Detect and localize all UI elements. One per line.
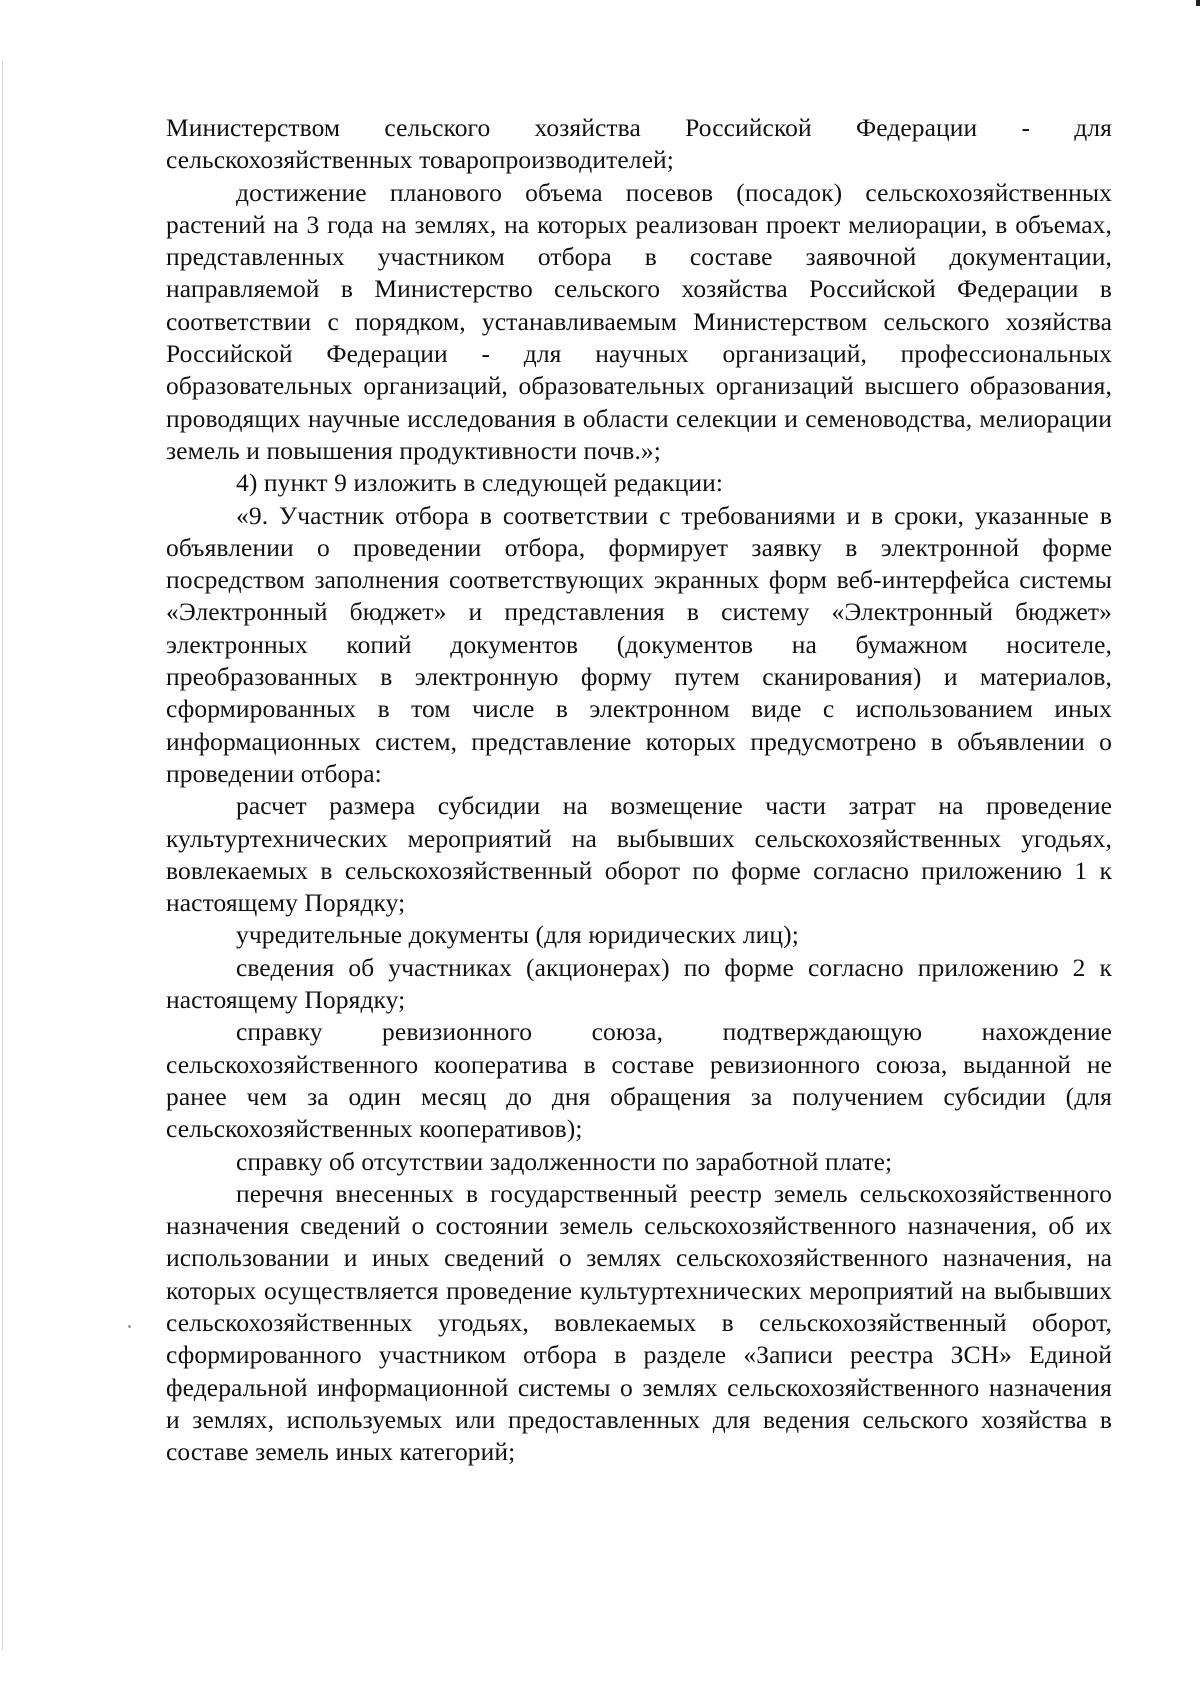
paragraph-audit-union-certificate: справку ревизионного союза, подтверждающую нахождение сельскохозяйственного кооператива в составе ревизионного союза, выданной не ранее чем за один месяц до дня обращения за получением субсидии (для сельскохозяйственных кооперативов); — [166, 1017, 1112, 1144]
document-body — [166, 112, 1112, 1468]
paragraph-clause-9: «9. Участник отбора в соответствии с требованиями и в сроки, указанные в объявлении о проведении отбора, формирует заявку в электронной форме посредством заполнения соответствующих экранных форм веб-интерфейса системы «Электронный бюджет» и представления в систему «Электронный бюджет» электронных копий документов (документов на бумажном носителе, преобразованных в электронную форму путем сканирования) и материалов, сформированных в том числе в электронном виде с использованием иных информационных систем, представление которых предусмотрено в объявлении о проведении отбора: — [166, 500, 1112, 788]
paragraph-shareholders-info: сведения об участниках (акционерах) по форме согласно приложению 2 к настоящему Порядку; — [166, 952, 1112, 1015]
scan-edge-line — [2, 60, 3, 1650]
paragraph-continuation: Министерством сельского хозяйства Российской Федерации - для сельскохозяйственных товаропроизводителей; — [166, 113, 1112, 175]
paragraph-item-4: 4) пункт 9 изложить в следующей редакции: — [236, 468, 724, 498]
scan-speck — [128, 1325, 131, 1328]
paragraph-salary-debt-certificate: справку об отсутствии задолженности по заработной плате; — [236, 1146, 893, 1176]
paragraph-subsidy-calculation: расчет размера субсидии на возмещение части затрат на проведение культуртехнических мероприятий на выбывших сельскохозяйственных угодьях, вовлекаемых в сельскохозяйственный оборот по форме согласно приложению 1 к настоящему Порядку; — [166, 791, 1112, 918]
paragraph-planned-sowing: достижение планового объема посевов (посадок) сельскохозяйственных растений на 3 года на землях, на которых реализован проект мелиорации, в объемах, представленных участником отбора в составе заявочной документации, направляемой в Министерство сельского хозяйства Российской Федерации в соответствии с порядком, устанавливаемым Министерством сельского хозяйства Российской Федерации - для научных организаций, профессиональных образовательных организаций, образовательных организаций высшего образования, проводящих научные исследования в области селекции и семеноводства, мелиорации земель и повышения продуктивности почв.»; — [166, 177, 1112, 465]
paragraph-founding-documents: учредительные документы (для юридических лиц); — [236, 920, 799, 950]
scan-corner-mark — [1196, 0, 1200, 6]
paragraph-land-registry-list: перечня внесенных в государственный реестр земель сельскохозяйственного назначения сведений о состоянии земель сельскохозяйственного назначения, об их использовании и иных сведений о землях сельскохозяйственного назначения, на которых осуществляется проведение культуртехнических мероприятий на выбывших сельскохозяйственных угодьях, вовлекаемых в сельскохозяйственный оборот, сформированного участником отбора в разделе «Записи реестра ЗСН» Единой федеральной информационной системы о землях сельскохозяйственного назначения и землях, используемых или предоставленных для ведения сельского хозяйства в составе земель иных категорий; — [166, 1178, 1112, 1467]
